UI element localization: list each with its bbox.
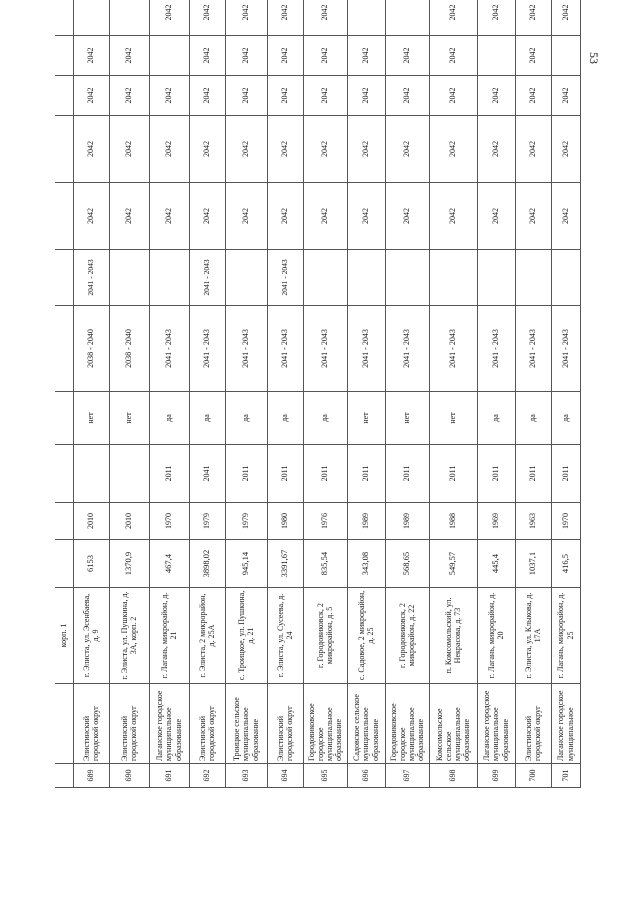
survey-year: 2011 (267, 445, 303, 503)
year-col-1: 2042 (189, 183, 225, 250)
row-number: 698 (429, 764, 477, 788)
municipality: Элистинский городской округ (73, 684, 109, 764)
planned-period (551, 250, 580, 306)
year-col-2: 2042 (515, 116, 551, 183)
year-col-1: 2042 (551, 183, 580, 250)
continuation-row (55, 0, 73, 788)
table-row (551, 0, 580, 788)
repair-period: 2041 - 2043 (347, 306, 385, 392)
survey-year (73, 445, 109, 503)
build-year: 2010 (73, 503, 109, 540)
year-col-3: 2042 (189, 76, 225, 116)
build-year: 1979 (189, 503, 225, 540)
address: г. Элиста, 2 микрорайон, д. 25А (189, 588, 225, 684)
area-value: 3391,67 (267, 540, 303, 588)
repair-period: 2041 - 2043 (189, 306, 225, 392)
year-col-3: 2042 (267, 76, 303, 116)
flag-value: да (225, 392, 267, 445)
municipality: Городовиковское городское муниципальное образование (303, 684, 347, 764)
planned-period: 2041 - 2043 (189, 250, 225, 306)
year-col-1: 2042 (347, 183, 385, 250)
year-col-2: 2042 (73, 116, 109, 183)
table-row (303, 0, 347, 788)
cont-cell (55, 183, 73, 250)
cont-cell (55, 0, 73, 36)
year-col-4 (149, 36, 189, 76)
area-value: 945,14 (225, 540, 267, 588)
row-number: 694 (267, 764, 303, 788)
repair-period: 2041 - 2043 (149, 306, 189, 392)
year-col-4: 2042 (73, 36, 109, 76)
flag-value: нет (385, 392, 429, 445)
year-col-3: 2042 (109, 76, 149, 116)
year-col-2: 2042 (385, 116, 429, 183)
planned-period (347, 250, 385, 306)
year-col-4 (551, 36, 580, 76)
municipality: Лаганское городское муниципальное (551, 684, 580, 764)
year-col-1: 2042 (429, 183, 477, 250)
build-year: 1989 (347, 503, 385, 540)
year-col-2: 2042 (551, 116, 580, 183)
survey-year: 2041 (189, 445, 225, 503)
year-col-1: 2042 (385, 183, 429, 250)
cont-cell (55, 503, 73, 540)
flag-value: нет (429, 392, 477, 445)
year-col-4: 2042 (385, 36, 429, 76)
survey-year: 2011 (225, 445, 267, 503)
planned-period (109, 250, 149, 306)
row-number: 691 (149, 764, 189, 788)
flag-value: да (189, 392, 225, 445)
repair-period: 2041 - 2043 (267, 306, 303, 392)
municipality: Элистинский городской округ (189, 684, 225, 764)
repair-period: 2041 - 2043 (551, 306, 580, 392)
row-number: 701 (551, 764, 580, 788)
address: п. Комсомольский, ул. Некрасова, д. 73 (429, 588, 477, 684)
year-col-5: 2042 (477, 0, 515, 36)
year-col-5 (347, 0, 385, 36)
table-row (515, 0, 551, 788)
repair-period: 2041 - 2043 (429, 306, 477, 392)
municipality: Городовиковское городское муниципальное образование (385, 684, 429, 764)
address: г. Лагань, микрорайон, д. 25 (551, 588, 580, 684)
year-col-4: 2042 (225, 36, 267, 76)
row-number: 699 (477, 764, 515, 788)
flag-value: нет (73, 392, 109, 445)
year-col-5: 2042 (189, 0, 225, 36)
survey-year: 2011 (149, 445, 189, 503)
survey-year: 2011 (385, 445, 429, 503)
year-col-4: 2042 (429, 36, 477, 76)
table-row (109, 0, 149, 788)
rotated-table-wrapper (55, 4, 575, 788)
row-number: 696 (347, 764, 385, 788)
municipality: Садовское сельское муниципальное образование (347, 684, 385, 764)
year-col-4: 2042 (303, 36, 347, 76)
year-col-2: 2042 (149, 116, 189, 183)
year-col-5 (73, 0, 109, 36)
year-col-3: 2042 (477, 76, 515, 116)
municipality: Комсомольское сельское муниципальное образование (429, 684, 477, 764)
survey-year: 2011 (477, 445, 515, 503)
year-col-1: 2042 (477, 183, 515, 250)
year-col-2: 2042 (429, 116, 477, 183)
planned-period (303, 250, 347, 306)
area-value: 445,4 (477, 540, 515, 588)
year-col-2: 2042 (303, 116, 347, 183)
planned-period (515, 250, 551, 306)
year-col-5: 2042 (429, 0, 477, 36)
address: г. Элиста, ул. Эсенбаева, д. 9 (73, 588, 109, 684)
address: с. Садовое, 2 микрорайон, д. 25 (347, 588, 385, 684)
address: г. Лагань, микрорайон, д. 20 (477, 588, 515, 684)
address: г. Элиста, ул. Сусеева, д. 24 (267, 588, 303, 684)
year-col-3: 2042 (385, 76, 429, 116)
municipality: Лаганское городское муниципальное образование (477, 684, 515, 764)
year-col-2: 2042 (189, 116, 225, 183)
survey-year: 2011 (347, 445, 385, 503)
year-col-5: 2042 (225, 0, 267, 36)
build-year: 1979 (225, 503, 267, 540)
flag-value: да (477, 392, 515, 445)
area-value: 3898,02 (189, 540, 225, 588)
row-number: 700 (515, 764, 551, 788)
address: г. Элиста, ул. Клыкова, д. 17А (515, 588, 551, 684)
build-year: 2010 (109, 503, 149, 540)
planned-period (225, 250, 267, 306)
year-col-3: 2042 (73, 76, 109, 116)
cont-cell (55, 445, 73, 503)
year-col-5: 2042 (551, 0, 580, 36)
area-value: 416,5 (551, 540, 580, 588)
year-col-1: 2042 (303, 183, 347, 250)
cont-cell (55, 250, 73, 306)
municipality: Троицкое сельское муниципальное образование (225, 684, 267, 764)
build-year: 1969 (477, 503, 515, 540)
cont-cell (55, 76, 73, 116)
repair-period: 2038 - 2040 (109, 306, 149, 392)
planned-period (385, 250, 429, 306)
area-value: 1037,1 (515, 540, 551, 588)
year-col-1: 2042 (225, 183, 267, 250)
year-col-2: 2042 (267, 116, 303, 183)
year-col-1: 2042 (149, 183, 189, 250)
table-row (385, 0, 429, 788)
table-body (55, 0, 580, 788)
build-year: 1976 (303, 503, 347, 540)
cont-cell (55, 306, 73, 392)
year-col-4: 2042 (109, 36, 149, 76)
table-row (149, 0, 189, 788)
housing-register-table (55, 0, 581, 788)
flag-value: да (551, 392, 580, 445)
year-col-4: 2042 (189, 36, 225, 76)
table-row (477, 0, 515, 788)
year-col-1: 2042 (73, 183, 109, 250)
row-number: 693 (225, 764, 267, 788)
address: с. Троицкое, ул. Пушкина, д. 21 (225, 588, 267, 684)
planned-period (477, 250, 515, 306)
planned-period: 2041 - 2043 (73, 250, 109, 306)
planned-period (149, 250, 189, 306)
build-year: 1963 (515, 503, 551, 540)
area-value: 343,08 (347, 540, 385, 588)
cont-cell (55, 116, 73, 183)
cont-cell (55, 36, 73, 76)
table-row (267, 0, 303, 788)
year-col-5 (385, 0, 429, 36)
year-col-5: 2042 (149, 0, 189, 36)
row-number: 692 (189, 764, 225, 788)
area-value: 1370,9 (109, 540, 149, 588)
page-number: 53 (587, 52, 601, 64)
flag-value: да (303, 392, 347, 445)
flag-value: да (267, 392, 303, 445)
municipality: Элистинский городской округ (515, 684, 551, 764)
area-value: 467,4 (149, 540, 189, 588)
year-col-5: 2042 (267, 0, 303, 36)
year-col-1: 2042 (515, 183, 551, 250)
year-col-3: 2042 (515, 76, 551, 116)
table-row (347, 0, 385, 788)
year-col-5 (109, 0, 149, 36)
year-col-3: 2042 (149, 76, 189, 116)
address: г. Городовиковск, 2 микрорайон, д. 22 (385, 588, 429, 684)
repair-period: 2041 - 2043 (515, 306, 551, 392)
year-col-4: 2042 (515, 36, 551, 76)
year-col-5: 2042 (303, 0, 347, 36)
address: г. Городовиковск, 2 микрорайон, д. 5 (303, 588, 347, 684)
year-col-2: 2042 (225, 116, 267, 183)
survey-year (109, 445, 149, 503)
planned-period (429, 250, 477, 306)
continuation-address: корп. 1 (55, 588, 73, 684)
repair-period: 2041 - 2043 (385, 306, 429, 392)
year-col-1: 2042 (267, 183, 303, 250)
year-col-3: 2042 (347, 76, 385, 116)
year-col-3: 2042 (429, 76, 477, 116)
row-number: 690 (109, 764, 149, 788)
flag-value: да (515, 392, 551, 445)
area-value: 835,54 (303, 540, 347, 588)
year-col-3: 2042 (225, 76, 267, 116)
municipality: Лаганское городское муниципальное образование (149, 684, 189, 764)
year-col-2: 2042 (477, 116, 515, 183)
year-col-3: 2042 (303, 76, 347, 116)
build-year: 1980 (267, 503, 303, 540)
build-year: 1989 (385, 503, 429, 540)
table-row (429, 0, 477, 788)
address: г. Лагань, микрорайон, д. 21 (149, 588, 189, 684)
year-col-4 (477, 36, 515, 76)
year-col-1: 2042 (109, 183, 149, 250)
build-year: 1970 (551, 503, 580, 540)
cont-cell (55, 764, 73, 788)
repair-period: 2038 - 2040 (73, 306, 109, 392)
area-value: 549,57 (429, 540, 477, 588)
table-row (225, 0, 267, 788)
survey-year: 2011 (429, 445, 477, 503)
survey-year: 2011 (303, 445, 347, 503)
area-value: 568,65 (385, 540, 429, 588)
year-col-2: 2042 (109, 116, 149, 183)
flag-value: нет (109, 392, 149, 445)
cont-cell (55, 540, 73, 588)
year-col-4: 2042 (267, 36, 303, 76)
survey-year: 2011 (551, 445, 580, 503)
planned-period: 2041 - 2043 (267, 250, 303, 306)
area-value: 6153 (73, 540, 109, 588)
year-col-2: 2042 (347, 116, 385, 183)
row-number: 689 (73, 764, 109, 788)
municipality: Элистинский городской округ (267, 684, 303, 764)
municipality: Элистинский городской округ (109, 684, 149, 764)
flag-value: да (149, 392, 189, 445)
survey-year: 2011 (515, 445, 551, 503)
cont-cell (55, 684, 73, 764)
repair-period: 2041 - 2043 (303, 306, 347, 392)
year-col-3: 2042 (551, 76, 580, 116)
cont-cell (55, 392, 73, 445)
row-number: 695 (303, 764, 347, 788)
build-year: 1970 (149, 503, 189, 540)
repair-period: 2041 - 2043 (477, 306, 515, 392)
build-year: 1988 (429, 503, 477, 540)
year-col-5: 2042 (515, 0, 551, 36)
flag-value: нет (347, 392, 385, 445)
table-row (189, 0, 225, 788)
repair-period: 2041 - 2043 (225, 306, 267, 392)
address: г. Элиста, ул. Пушкина, д. 3А, корп. 2 (109, 588, 149, 684)
table-row (73, 0, 109, 788)
year-col-4: 2042 (347, 36, 385, 76)
row-number: 697 (385, 764, 429, 788)
